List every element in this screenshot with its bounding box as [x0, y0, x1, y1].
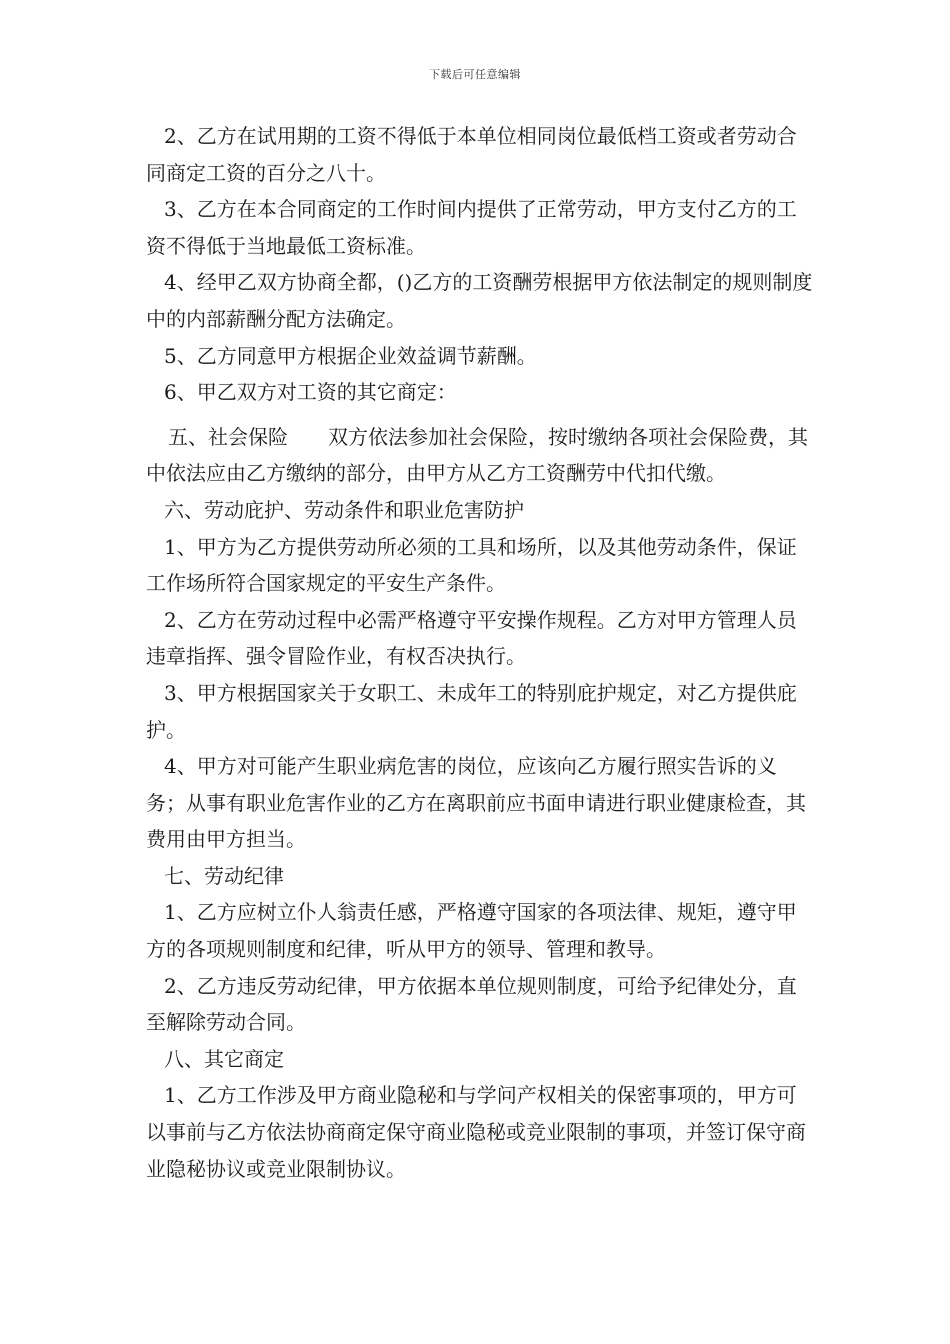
paragraph-protection-1: 1、甲方为乙方提供劳动所必须的工具和场所，以及其他劳动条件，保证工作场所符合国家规定的平安生产条件。: [146, 534, 797, 596]
paragraph-protection-2: 2、乙方在劳动过程中必需严格遵守平安操作规程。乙方对甲方管理人员违章指挥、强令冒险作业，有权否决执行。: [146, 607, 797, 669]
header-note: 下载后可任意编辑: [429, 68, 521, 81]
section-heading-labor-protection: 六、劳动庇护、劳动条件和职业危害防护: [164, 497, 524, 522]
paragraph-discipline-1: 1、乙方应树立仆人翁责任感，严格遵守国家的各项法律、规矩，遵守甲方的各项规则制度和纪律，听从甲方的领导、管理和教导。: [146, 900, 797, 962]
paragraph-protection-3: 3、甲方根据国家关于女职工、未成年工的特别庇护规定，对乙方提供庇护。: [146, 680, 797, 742]
paragraph-wage-adjust: 5、乙方同意甲方根据企业效益调节薪酬。: [164, 343, 537, 368]
section-heading-labor-discipline: 七、劳动纪律: [164, 863, 284, 888]
paragraph-discipline-2: 2、乙方违反劳动纪律，甲方依据本单位规则制度，可给予纪律处分，直至解除劳动合同。: [146, 973, 797, 1035]
paragraph-wage-probation: 2、乙方在试用期的工资不得低于本单位相同岗位最低档工资或者劳动合同商定工资的百分之八十。: [146, 124, 797, 185]
paragraph-protection-4: 4、甲方对可能产生职业病危害的岗位，应该向乙方履行照实告诉的义务；从事有职业危害作业的乙方在离职前应书面申请进行职业健康检查，其费用由甲方担当。: [146, 754, 806, 852]
document-body: [146, 118, 814, 1187]
paragraph-wage-minimum: 3、乙方在本合同商定的工作时间内提供了正常劳动，甲方支付乙方的工资不得低于当地最低工资标准。: [146, 197, 797, 258]
paragraph-other-1: 1、乙方工作涉及甲方商业隐秘和与学问产权相关的保密事项的，甲方可以事前与乙方依法协商商定保守商业隐秘或竞业限制的事项，并签订保守商业隐秘协议或竞业限制协议。: [146, 1083, 806, 1181]
section-social-insurance: 五、社会保险 双方依法参加社会保险，按时缴纳各项社会保险费，其中依法应由乙方缴纳的部分，由甲方从乙方工资酬劳中代扣代缴。: [146, 424, 808, 486]
paragraph-wage-rules: 4、经甲乙双方协商全都，()乙方的工资酬劳根据甲方依法制定的规则制度中的内部薪酬分配方法确定。: [146, 270, 813, 331]
section-heading-other-terms: 八、其它商定: [164, 1046, 284, 1071]
paragraph-wage-other: 6、甲乙双方对工资的其它商定：: [164, 380, 457, 405]
